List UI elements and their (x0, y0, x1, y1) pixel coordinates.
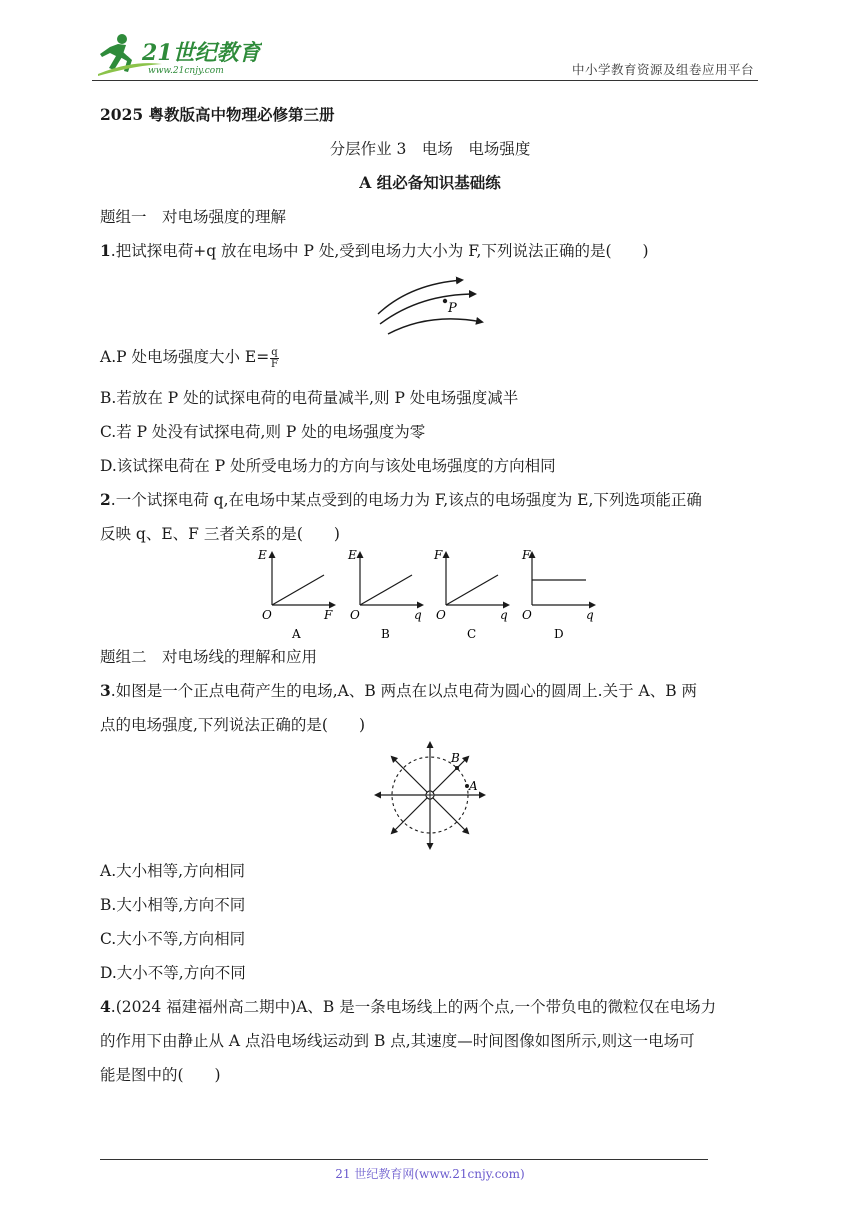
field-line-3 (388, 319, 482, 334)
q4-stem-line3: 能是图中的( ) (100, 1066, 221, 1084)
q1-option-a-fraction (270, 347, 278, 370)
q4-stem-text-1: .(2024 福建福州高二期中)A、B 是一条电场线上的两个点,一个带负电的微粒仅在电场力 (110, 998, 717, 1016)
q3-point-charge-figure (370, 740, 490, 852)
q4-number: 4 (100, 997, 111, 1016)
point-a-label: A (469, 779, 478, 793)
graph-c (433, 548, 508, 641)
graph-d-origin: O (522, 608, 532, 622)
q1-field-line-figure (370, 276, 490, 336)
graph-b-caption: B (381, 627, 390, 641)
q3-option-a: A.大小相等,方向相同 (100, 862, 246, 880)
graph-c-line (446, 575, 498, 605)
q4-stem-line1 (100, 996, 716, 1018)
q1-stem (100, 240, 649, 262)
point-p (443, 299, 447, 303)
graph-d-x-label: q (586, 608, 594, 622)
q2-graphs (250, 545, 610, 645)
q1-stem-text: .把试探电荷+q 放在电场中 P 处,受到电场力大小为 F,下列说法正确的是( ) (110, 242, 649, 260)
q1-option-b: B.若放在 P 处的试探电荷的电荷量减半,则 P 处电场强度减半 (100, 389, 519, 407)
graph-b-y-label: E (348, 548, 357, 562)
graph-c-origin: O (436, 608, 446, 622)
graph-c-x-label: q (500, 608, 508, 622)
q3-stem-text-1: .如图是一个正点电荷产生的电场,A、B 两点在以点电荷为圆心的圆周上.关于 A、B 两 (110, 682, 698, 700)
q2-number: 2 (100, 490, 111, 509)
footer-link[interactable]: 21 世纪教育网(www.21cnjy.com) (335, 1167, 525, 1181)
header-divider (92, 80, 758, 81)
fraction-denominator: F (270, 358, 278, 370)
topic-1-heading: 题组一 对电场强度的理解 (100, 208, 287, 226)
point-p-label: P (448, 301, 457, 316)
q1-option-c: C.若 P 处没有试探电荷,则 P 处的电场强度为零 (100, 423, 426, 441)
book-title: 2025 粤教版高中物理必修第三册 (100, 105, 335, 124)
graph-c-caption: C (467, 627, 477, 641)
graph-a-line (272, 575, 324, 605)
graph-d-caption: D (554, 627, 564, 641)
q2-stem-line2: 反映 q、E、F 三者关系的是( ) (100, 525, 340, 543)
q1-option-d: D.该试探电荷在 P 处所受电场力的方向与该处电场强度的方向相同 (100, 457, 556, 475)
graph-a (257, 548, 334, 641)
q1-option-a (100, 346, 279, 370)
q2-stem-text-1: .一个试探电荷 q,在电场中某点受到的电场力为 F,该点的电场强度为 E,下列选项能正确 (110, 491, 702, 509)
graph-a-x-label: F (324, 608, 333, 622)
fraction-numerator: q (271, 346, 278, 358)
graph-a-caption: A (292, 627, 301, 641)
section-title: 分层作业 3 电场 电场强度 (329, 140, 531, 158)
q2-stem-line1 (100, 489, 702, 511)
point-b (455, 766, 459, 770)
q3-stem-line2: 点的电场强度,下列说法正确的是( ) (100, 716, 366, 734)
graph-d (521, 548, 594, 641)
graph-b (347, 548, 422, 641)
q3-option-b: B.大小相等,方向不同 (100, 896, 246, 914)
q3-number: 3 (100, 681, 111, 700)
header-tagline: 中小学教育资源及组卷应用平台 (572, 62, 755, 77)
graph-a-y-label: E (258, 548, 267, 562)
logo-text: 21世纪教育 (142, 40, 261, 66)
q1-option-a-text: A.P 处电场强度大小 E= (100, 348, 270, 366)
group-title: A 组必备知识基础练 (359, 173, 501, 192)
graph-b-x-label: q (414, 608, 422, 622)
logo-url: www.21cnjy.com (148, 66, 224, 76)
graph-b-origin: O (350, 608, 360, 622)
q3-option-d: D.大小不等,方向不同 (100, 964, 246, 982)
graph-b-line (360, 575, 412, 605)
point-b-label: B (451, 751, 460, 765)
topic-2-heading: 题组二 对电场线的理解和应用 (100, 648, 318, 666)
graph-c-y-label: F (434, 548, 443, 562)
q4-stem-line2: 的作用下由静止从 A 点沿电场线运动到 B 点,其速度—时间图像如图所示,则这一电场可 (100, 1032, 695, 1050)
q1-number: 1 (100, 241, 111, 260)
graph-a-origin: O (262, 608, 272, 622)
footer-divider (100, 1159, 708, 1160)
q3-stem-line1 (100, 680, 697, 702)
q3-option-c: C.大小不等,方向相同 (100, 930, 246, 948)
site-logo (92, 30, 262, 80)
graph-d-y-label: F (522, 548, 531, 562)
